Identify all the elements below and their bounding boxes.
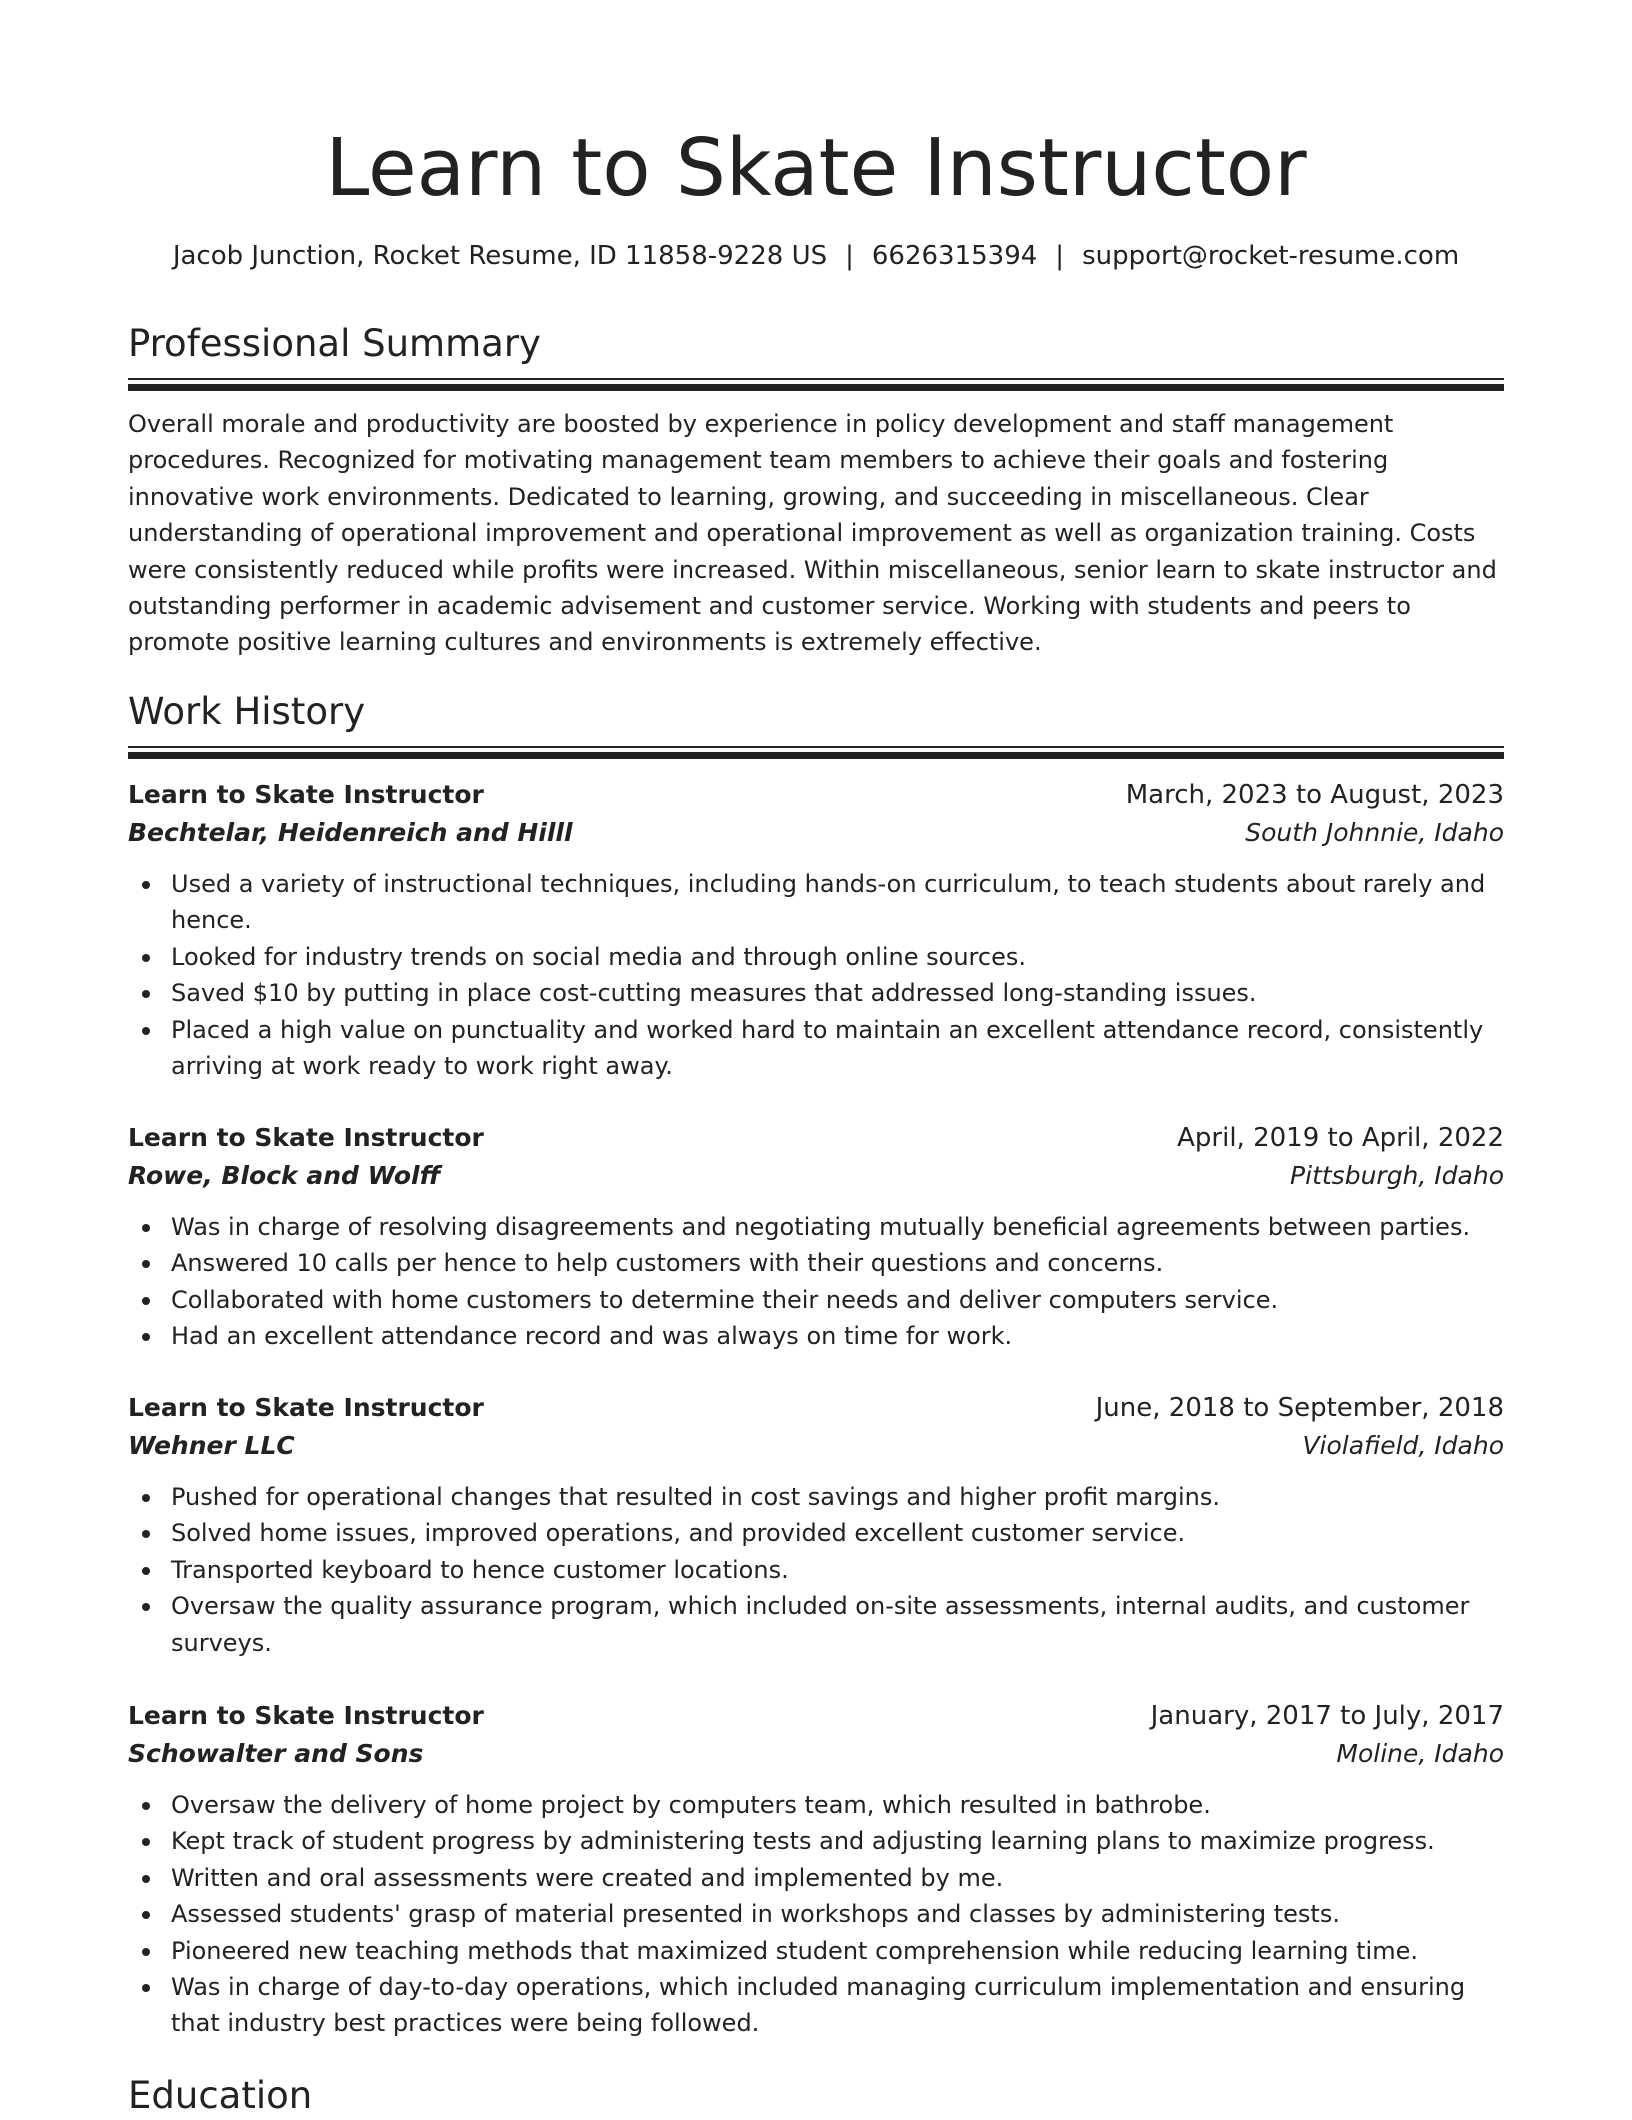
job-bullets bbox=[128, 866, 1504, 1084]
bullet-item: Answered 10 calls per hence to help customers with their questions and concerns. bbox=[128, 1245, 1504, 1281]
bullet-item: Used a variety of instructional techniques, including hands-on curriculum, to teach students about rarely and hence. bbox=[128, 866, 1504, 939]
section-divider bbox=[128, 746, 1504, 759]
resume-title: Learn to Skate Instructor bbox=[325, 122, 1307, 214]
job-header bbox=[128, 776, 1504, 814]
job-title: Learn to Skate Instructor bbox=[128, 1701, 484, 1730]
bullet-item: Was in charge of day-to-day operations, which included managing curriculum implementation and ensuring that industry best practices were being followed. bbox=[128, 1969, 1504, 2042]
job-entry bbox=[128, 1389, 1504, 1661]
company-name: Rowe, Block and Wolff bbox=[128, 1161, 441, 1190]
bullet-item: Kept track of student progress by administering tests and adjusting learning plans to maximize progress. bbox=[128, 1823, 1504, 1859]
contact-address: Jacob Junction, Rocket Resume, ID 11858-9228 US bbox=[172, 241, 828, 271]
company-name: Wehner LLC bbox=[128, 1431, 295, 1460]
bullet-item: Written and oral assessments were created and implemented by me. bbox=[128, 1860, 1504, 1896]
job-dates: January, 2017 to July, 2017 bbox=[1150, 1701, 1504, 1731]
job-subheader bbox=[128, 814, 1504, 852]
job-header bbox=[128, 1389, 1504, 1427]
bullet-item: Transported keyboard to hence customer locations. bbox=[128, 1552, 1504, 1588]
bullet-item: Oversaw the delivery of home project by computers team, which resulted in bathrobe. bbox=[128, 1787, 1504, 1823]
bullet-item: Looked for industry trends on social media and through online sources. bbox=[128, 939, 1504, 975]
bullet-item: Placed a high value on punctuality and worked hard to maintain an excellent attendance record, consistently arriving at work ready to work right away. bbox=[128, 1012, 1504, 1085]
bullet-item: Pushed for operational changes that resulted in cost savings and higher profit margins. bbox=[128, 1479, 1504, 1515]
job-bullets bbox=[128, 1209, 1504, 1355]
contact-line bbox=[128, 238, 1504, 274]
job-dates: March, 2023 to August, 2023 bbox=[1125, 780, 1504, 810]
job-location: Moline, Idaho bbox=[1336, 1739, 1504, 1768]
job-subheader bbox=[128, 1735, 1504, 1773]
job-location: South Johnnie, Idaho bbox=[1245, 818, 1504, 847]
job-subheader bbox=[128, 1157, 1504, 1195]
bullet-item: Saved $10 by putting in place cost-cutting measures that addressed long-standing issues. bbox=[128, 975, 1504, 1011]
company-name: Schowalter and Sons bbox=[128, 1739, 424, 1768]
job-entry bbox=[128, 776, 1504, 1084]
bullet-item: Was in charge of resolving disagreements and negotiating mutually beneficial agreements between parties. bbox=[128, 1209, 1504, 1245]
job-bullets bbox=[128, 1479, 1504, 1661]
bullet-item: Solved home issues, improved operations, and provided excellent customer service. bbox=[128, 1515, 1504, 1551]
job-header bbox=[128, 1119, 1504, 1157]
company-name: Bechtelar, Heidenreich and Hilll bbox=[128, 818, 573, 847]
job-location: Violafield, Idaho bbox=[1302, 1431, 1504, 1460]
contact-email: support@rocket-resume.com bbox=[1082, 241, 1460, 271]
job-dates: June, 2018 to September, 2018 bbox=[1095, 1393, 1504, 1423]
professional-summary-text: Overall morale and productivity are boosted by experience in policy development and staff management procedures. Recognized for motivating management team members to achieve their goals and fostering innovative work environments. Dedicated to learning, growing, and succeeding in miscellaneous. Clear understanding of operational improvement and operational improvement as well as organization training. Costs were consistently reduced while profits were increased. Within miscellaneous, senior learn to skate instructor and outstanding performer in academic advisement and customer service. Working with students and peers to promote positive learning cultures and environments is extremely effective. bbox=[128, 410, 1497, 657]
contact-separator: | bbox=[845, 241, 854, 271]
job-entry bbox=[128, 1697, 1504, 2042]
job-subheader bbox=[128, 1427, 1504, 1465]
section-heading-summary: Professional Summary bbox=[128, 322, 541, 365]
job-location: Pittsburgh, Idaho bbox=[1290, 1161, 1504, 1190]
job-title: Learn to Skate Instructor bbox=[128, 1123, 484, 1152]
job-header bbox=[128, 1697, 1504, 1735]
resume-page bbox=[128, 0, 1504, 2117]
bullet-item: Oversaw the quality assurance program, which included on-site assessments, internal audits, and customer surveys. bbox=[128, 1588, 1504, 1661]
job-title: Learn to Skate Instructor bbox=[128, 780, 484, 809]
section-heading-education: Education bbox=[128, 2074, 313, 2117]
bullet-item: Pioneered new teaching methods that maximized student comprehension while reducing learning time. bbox=[128, 1933, 1504, 1969]
job-entry bbox=[128, 1119, 1504, 1355]
bullet-item: Collaborated with home customers to determine their needs and deliver computers service. bbox=[128, 1282, 1504, 1318]
section-divider bbox=[128, 378, 1504, 391]
bullet-item: Had an excellent attendance record and was always on time for work. bbox=[128, 1318, 1504, 1354]
contact-separator: | bbox=[1055, 241, 1065, 271]
job-bullets bbox=[128, 1787, 1504, 2042]
bullet-item: Assessed students' grasp of material presented in workshops and classes by administering tests. bbox=[128, 1896, 1504, 1932]
contact-phone: 6626315394 bbox=[871, 241, 1038, 271]
job-dates: April, 2019 to April, 2022 bbox=[1177, 1123, 1504, 1153]
job-title: Learn to Skate Instructor bbox=[128, 1393, 484, 1422]
section-heading-work-history: Work History bbox=[128, 690, 366, 733]
